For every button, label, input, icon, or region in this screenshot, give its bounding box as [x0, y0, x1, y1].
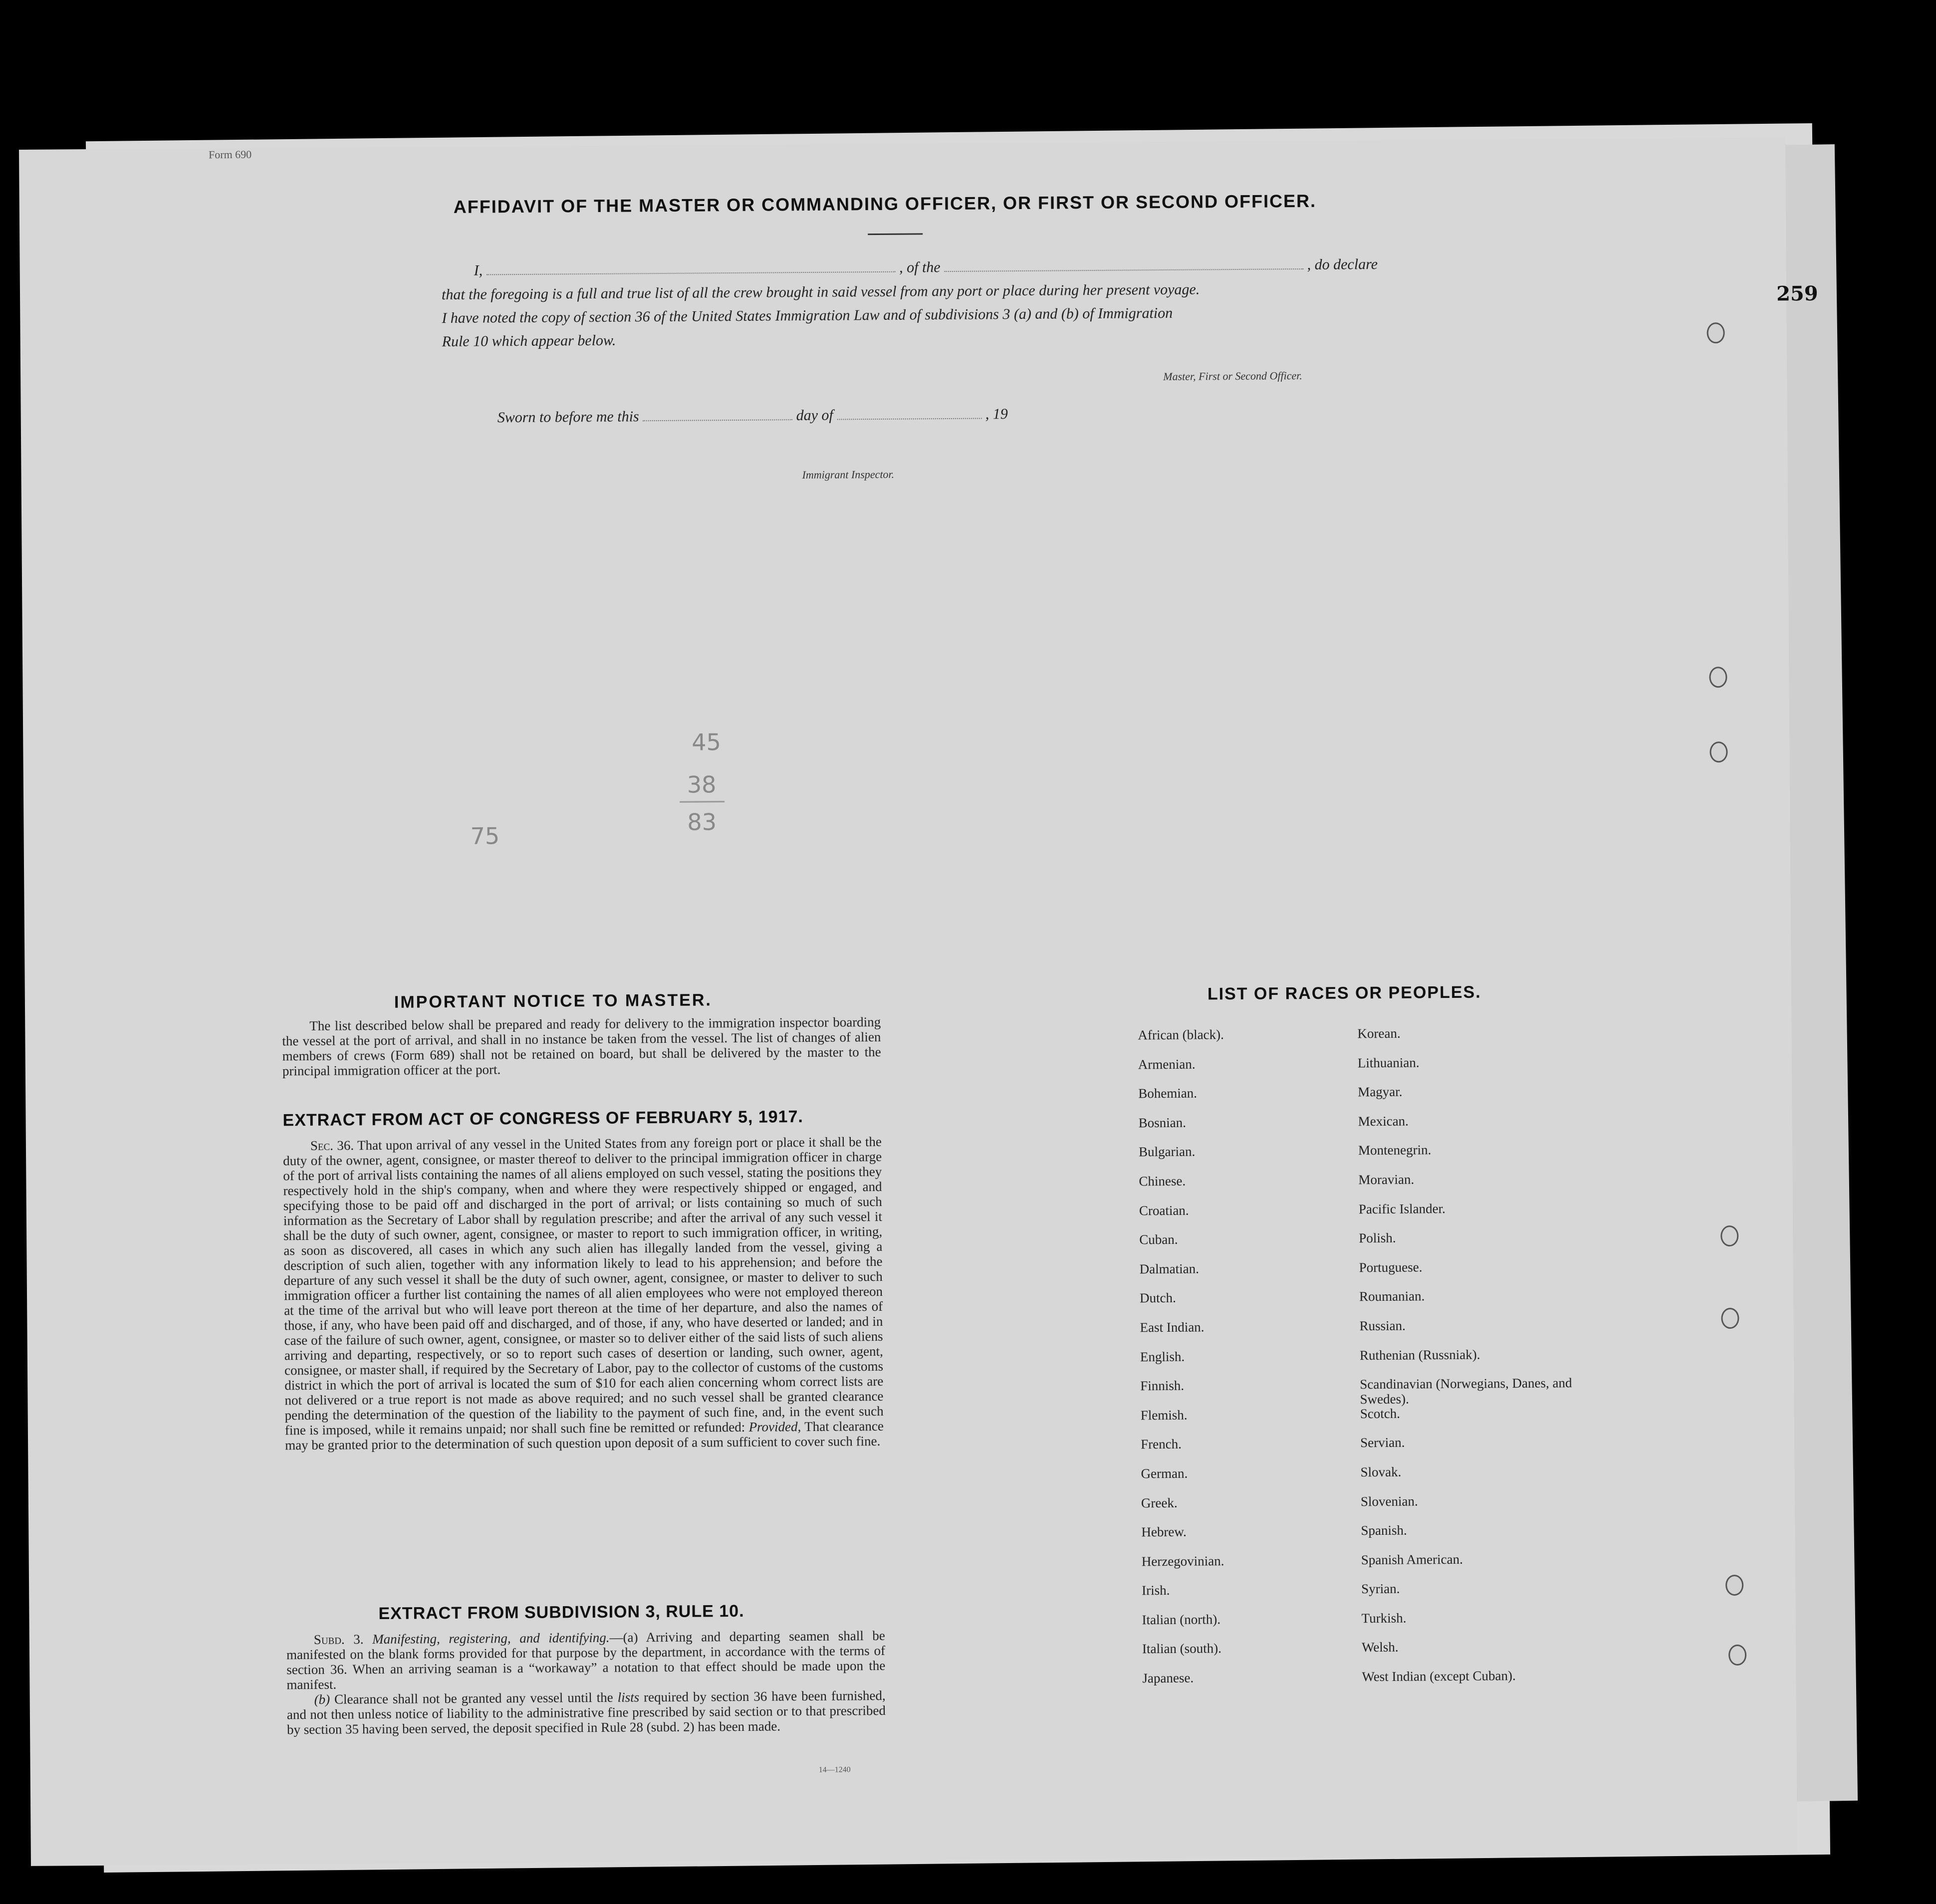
binder-hole	[1707, 322, 1725, 343]
race-item: Finnish.	[1140, 1378, 1185, 1394]
race-item: African (black).	[1138, 1027, 1224, 1043]
day-of-text: day of	[796, 407, 833, 424]
race-item: German.	[1141, 1465, 1188, 1481]
pencil-note-75: 75	[470, 822, 500, 850]
section-36-text-end: That clearance may be granted prior to the determination of such question upon deposit of a sum sufficient to cover such fine.	[285, 1418, 884, 1453]
page-number: 259	[1776, 281, 1818, 306]
inspector-caption: Immigrant Inspector.	[802, 468, 895, 481]
name-blank[interactable]	[486, 258, 896, 275]
race-item: Flemish.	[1140, 1407, 1188, 1423]
notice-title: IMPORTANT NOTICE TO MASTER.	[394, 990, 713, 1012]
race-item: Italian (south).	[1142, 1641, 1222, 1657]
section-label: Sec. 36.	[310, 1138, 354, 1153]
race-item: Montenegrin.	[1358, 1142, 1432, 1158]
race-item: Hebrew.	[1141, 1524, 1187, 1540]
race-item: Greek.	[1141, 1495, 1178, 1510]
race-item: Cuban.	[1139, 1231, 1178, 1247]
binder-hole	[1709, 667, 1727, 688]
race-item: Servian.	[1360, 1434, 1405, 1450]
race-item: Polish.	[1359, 1230, 1396, 1246]
race-item: English.	[1140, 1349, 1185, 1364]
subd-para-a: —(a) Arriving and departing seamen shall be manifested on the blank forms provided for that purpose by the department, in accordance with the terms of section 36. When an arriving seaman is a “workaway” a notation to that effect should be made upon the manifest.	[286, 1628, 886, 1692]
race-item: Korean.	[1357, 1025, 1401, 1041]
race-item: Irish.	[1142, 1583, 1170, 1598]
master-signature-caption: Master, First or Second Officer.	[1163, 369, 1302, 383]
act-extract-title: EXTRACT FROM ACT OF CONGRESS OF FEBRUARY 5, 1917.	[282, 1107, 804, 1130]
notice-text	[282, 1014, 881, 1078]
race-item: Dutch.	[1140, 1290, 1176, 1306]
race-item: Syrian.	[1361, 1581, 1400, 1597]
declaration-line-4: Rule 10 which appear below.	[442, 332, 616, 350]
race-item: West Indian (except Cuban).	[1362, 1668, 1516, 1684]
print-code: 14—1240	[818, 1765, 851, 1774]
race-item: Magyar.	[1358, 1084, 1403, 1100]
section-36-text: That upon arrival of any vessel in the United States from any foreign port or place it shall be the duty of the owner, agent, consignee, or master thereof to deliver to the principal immigration officer in charge of the port of arrival lists containing the names of all aliens employed on such vessel, stating the positions they respectively hold in the ship's company, when and where they were respectively shipped or engaged, and specifying those to be paid off and discharged in the port of arrival; or lists containing so much of such information as the Secretary of Labor shall by regulation prescribe; and after the arrival of any such vessel it shall be the duty of such owner, agent, consignee, or master to report to such immigration officer, in writing, as soon as discovered, all cases in which any such alien has illegally landed from the vessel, giving a description of such alien, together with any information likely to lead to his apprehension; and before the departure of any such vessel it shall be the duty of such owner, agent, consignee, or master to deliver to such immigration officer a further list containing the names of all alien employees who were not employed thereon at the time of the arrival but who will leave port thereon at the time of her departure, and also the names of those, if any, who have been paid off and discharged, and of those, if any, who have deserted or landed; and in case of the failure of such owner, agent, consignee, or master so to deliver either of the said lists of such aliens arriving and departing, respectively, or so to report such cases of desertion or landing, such owner, agent, consignee, or master shall, if required by the Secretary of Labor, pay to the collector of customs of the customs district in which the port of arrival is located the sum of $10 for each alien concerning whom correct lists are not delivered or a true report is not made as above required; and no such vessel shall be granted clearance pending the determination of the question of the liability to the payment of such fine, and, in the event such fine is imposed, while it remains unpaid; nor shall such fine be remitted or refunded:	[283, 1134, 884, 1438]
subd-para-b-2: required by section 36 have been furnished, and not then unless notice of liability to the administrative fine prescribed by said section or to that prescribed by section 35 having been served, the deposit specified in Rule 28 (subd. 2) has been made.	[286, 1687, 886, 1737]
declaration-i: I,	[474, 262, 483, 279]
race-item: Welsh.	[1361, 1640, 1399, 1655]
pencil-note-83: 83	[687, 808, 717, 836]
race-item: Turkish.	[1361, 1610, 1407, 1626]
binder-hole	[1728, 1645, 1746, 1666]
rule-extract-title: EXTRACT FROM SUBDIVISION 3, RULE 10.	[378, 1601, 744, 1624]
subd-label: Subd. 3.	[313, 1632, 364, 1647]
race-item: Herzegovinian.	[1141, 1553, 1224, 1569]
lists-word: lists	[617, 1689, 640, 1705]
title-rule	[868, 233, 923, 235]
form-number: Form 690	[208, 148, 252, 161]
race-item: Slovak.	[1360, 1464, 1402, 1480]
race-item: Spanish American.	[1361, 1551, 1463, 1567]
declaration-do-declare: , do declare	[1307, 255, 1378, 273]
sworn-day-blank[interactable]	[643, 406, 792, 421]
race-item: Armenian.	[1138, 1056, 1196, 1072]
race-item: East Indian.	[1140, 1319, 1205, 1335]
race-item: Lithuanian.	[1357, 1055, 1420, 1070]
race-item: Japanese.	[1142, 1670, 1194, 1686]
race-item: Scandinavian (Norwegians, Danes, and Swedes).	[1360, 1375, 1572, 1407]
pencil-rule	[680, 801, 725, 803]
pencil-note-38: 38	[687, 771, 717, 798]
race-item: Bohemian.	[1138, 1085, 1198, 1101]
race-item: Italian (north).	[1142, 1612, 1221, 1628]
subd-heading: Manifesting, registering, and identifying.	[372, 1630, 610, 1647]
race-item: Scotch.	[1360, 1406, 1401, 1422]
para-b-label: (b)	[314, 1691, 330, 1707]
vessel-blank[interactable]	[944, 255, 1303, 272]
race-item: Dalmatian.	[1139, 1261, 1200, 1277]
race-item: Ruthenian (Russniak).	[1359, 1347, 1480, 1363]
sworn-month-blank[interactable]	[837, 405, 981, 420]
race-item: Portuguese.	[1359, 1259, 1423, 1275]
sworn-text: Sworn to before me this	[497, 408, 639, 426]
race-item: Croatian.	[1139, 1202, 1189, 1218]
subd-para-b-1: Clearance shall not be granted any vessel until the	[334, 1689, 613, 1707]
races-column-1	[1138, 1026, 1342, 1700]
races-title: LIST OF RACES OR PEOPLES.	[1207, 982, 1481, 1004]
race-item: Chinese.	[1139, 1173, 1186, 1189]
race-item: Russian.	[1359, 1318, 1406, 1334]
declaration-line-1	[474, 252, 1378, 283]
races-column-2	[1357, 1024, 1591, 1698]
notice-body: The list described below shall be prepared and ready for delivery to the immigration inspector boarding the vessel at the port of arrival, and shall in no instance be taken from the vessel. The list of changes of alien members of crews (Form 689) shall not be retained on board, but shall be delivered by the master to the principal immigration officer at the port.	[282, 1014, 881, 1079]
provided-word: Provided,	[748, 1419, 801, 1434]
race-item: Roumanian.	[1359, 1288, 1425, 1304]
race-item: Spanish.	[1361, 1522, 1407, 1538]
binder-hole	[1721, 1308, 1739, 1329]
rule-extract-text	[286, 1628, 886, 1737]
race-item: French.	[1141, 1436, 1182, 1452]
race-item: Moravian.	[1358, 1172, 1415, 1188]
affidavit-title: AFFIDAVIT OF THE MASTER OR COMMANDING OFFICER, OR FIRST OR SECOND OFFICER.	[453, 190, 1317, 217]
race-item: Slovenian.	[1360, 1493, 1418, 1509]
act-extract-text	[283, 1134, 884, 1452]
race-item: Mexican.	[1358, 1113, 1409, 1129]
race-item: Pacific Islander.	[1358, 1200, 1446, 1216]
race-item: Bulgarian.	[1138, 1144, 1196, 1160]
binder-hole	[1720, 1225, 1738, 1246]
declaration-line-3: I have noted the copy of section 36 of the United States Immigration Law and of subdivisions 3 (a) and (b) of Immigration	[442, 304, 1173, 327]
race-item: Bosnian.	[1138, 1115, 1187, 1131]
sworn-line	[497, 402, 1008, 430]
affidavit-page	[19, 137, 1818, 1866]
binder-hole	[1709, 741, 1727, 762]
year-text: , 19	[985, 406, 1008, 423]
declaration-of-the: , of the	[899, 259, 941, 276]
pencil-note-45: 45	[692, 728, 722, 756]
binder-hole	[1725, 1575, 1743, 1596]
declaration-line-2: that the foregoing is a full and true list of all the crew brought in said vessel from any port or place during her present voyage.	[441, 281, 1200, 303]
